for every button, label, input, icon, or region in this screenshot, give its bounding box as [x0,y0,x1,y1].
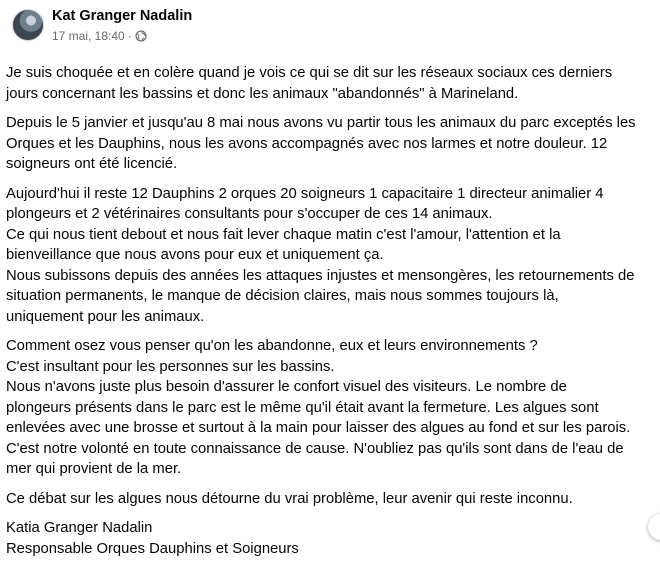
post-paragraph [6,113,656,175]
meta-separator: · [127,29,132,43]
post-paragraph [6,489,656,510]
post-paragraph [6,336,656,480]
post-text-line: Katia Granger Nadalin [6,520,153,536]
post-text-line: Aujourd'hui il reste 12 Dauphins 2 orques 20 soigneurs 1 capacitaire 1 directeur animalier 4 [6,185,604,202]
avatar[interactable] [12,9,44,41]
post-text-line: Responsable Orques Dauphins et Soigneurs [6,540,299,557]
post-text-line: soigneurs ont été licencié. [6,156,178,172]
post-text-line: plongeurs et 2 vétérinaires consultants pour s'occuper de ces 14 animaux. [6,206,493,222]
post-text-line: jours concernant les bassins et donc les animaux "abandonnés" à Marineland. [6,85,519,102]
post-text-line: Ce débat sur les algues nous détourne du vrai problème, leur avenir qui reste inconnu. [6,490,573,507]
post-text-line: bienveillance que nous avons pour eux et uniquement ça. [6,247,384,263]
post-paragraph [6,184,656,328]
post-text-line: Orques et les Dauphins, nous les avons accompagnés avec nos larmes et notre douleur. 12 [6,135,608,152]
post-paragraph [6,63,656,104]
post-text-line: Je suis choquée et en colère quand je vois ce qui se dit sur les réseaux sociaux ces derniers [6,65,613,81]
post-text-line: Nous subissons depuis des années les attaques injustes et mensongères, les retournements de [6,267,635,284]
post-text-line: C'est insultant pour les personnes sur les bassins. [6,358,335,375]
post-text-line: C'est notre volonté en toute connaissance de cause. N'oubliez pas qu'ils sont dans de l'eau de [6,440,624,457]
post-paragraph [6,518,656,559]
post-text-line: Ce qui nous tient debout et nous fait lever chaque matin c'est l'amour, l'attention et la [6,226,561,243]
author-name[interactable]: Kat Granger Nadalin [52,8,193,24]
post-text-line: Depuis le 5 janvier et jusqu'au 8 mai nous avons vu partir tous les animaux du parc exceptés les [6,115,636,131]
post-body [6,63,656,568]
post-text-line: enlevées avec une brosse et surtout à la main pour laisser des algues au fond et sur les parois. [6,420,631,436]
post-text-line: situation permanents, le manque de décision claires, mais nous sommes toujours là, [6,288,559,304]
post-text-line: mer qui provient de la mer. [6,461,182,477]
post-timestamp[interactable]: 17 mai, 18:40 [52,29,125,43]
post-meta [52,29,147,43]
globe-icon[interactable] [135,30,147,42]
post-text-line: Comment osez vous penser qu'on les abandonne, eux et leurs environnements ? [6,338,538,354]
post-text-line: plongeurs présents dans le parc est le même qu'il était avant la fermeture. Les algues sont [6,399,599,416]
post-text-line: uniquement pour les animaux. [6,308,205,325]
post-text-line: Nous n'avons juste plus besoin d'assurer le confort visuel des visiteurs. Le nombre de [6,379,567,395]
